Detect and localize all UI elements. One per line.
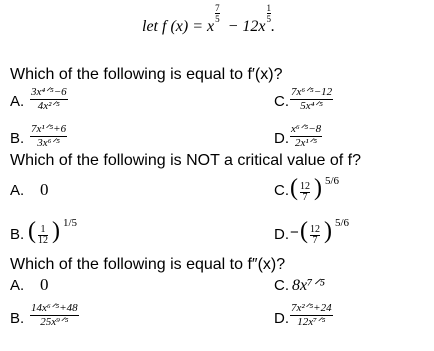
q2-option-c-expression: ( $\frac{12}{7}$ ) 5/6 — [290, 175, 340, 203]
q3-option-d-label[interactable]: D. — [274, 310, 289, 327]
q2-option-a-label[interactable]: A. — [10, 182, 25, 199]
q1-option-a-label[interactable]: A. — [10, 93, 25, 110]
q3-option-b-label[interactable]: B. — [10, 310, 25, 327]
q3-option-c-label[interactable]: C. — [274, 277, 289, 294]
q3-option-c-value: 8x⁷ᐟ⁵ — [292, 277, 325, 294]
q1-option-c-fraction: 7x⁶ᐟ⁵−12 5x⁴ᐟ⁵ — [291, 86, 333, 112]
question-1-prompt: Which of the following is equal to f′(x)? — [10, 66, 283, 83]
q3-option-b-fraction: 14x⁶ᐟ⁵+48 25x⁹ᐟ⁵ — [31, 302, 78, 328]
question-2-prompt: Which of the following is NOT a critical value of f? — [10, 152, 361, 169]
q2-option-a-value: 0 — [40, 180, 49, 199]
q2-d-exponent: 5/6 — [335, 217, 350, 229]
definition-text: let f (x) = x — [142, 18, 215, 35]
q2-option-b-label[interactable]: B. — [10, 226, 25, 243]
exponent-one-fifth: $\frac{1}{5}$ — [266, 3, 271, 24]
q2-c-exponent: 5/6 — [325, 175, 340, 187]
q3-option-d-fraction: 7x²ᐟ⁵+24 12x⁷ᐟ⁵ — [291, 302, 332, 328]
q2-d-sign: − — [290, 224, 299, 241]
q1-option-b-fraction: 7x¹ᐟ⁵+6 3x⁶ᐟ⁵ — [31, 123, 67, 149]
q3-option-a-value: 0 — [40, 275, 49, 294]
q2-option-b-expression: ( $\frac{1}{12}$ ) 1/5 — [28, 217, 78, 246]
q1-option-c-label[interactable]: C. — [274, 93, 289, 110]
q2-option-d-expression: − ( $\frac{12}{7}$ ) 5/6 — [290, 217, 350, 246]
period: . — [271, 18, 275, 35]
q1-option-b-label[interactable]: B. — [10, 130, 25, 147]
q2-b-exponent: 1/5 — [63, 217, 78, 229]
q1-option-d-fraction: x⁶ᐟ⁵−8 2x¹ᐟ⁵ — [291, 123, 322, 149]
minus-term: − 12x — [223, 18, 266, 35]
q1-option-d-label[interactable]: D. — [274, 130, 289, 147]
question-3-prompt: Which of the following is equal to f″(x)? — [10, 256, 286, 273]
q3-option-a-label[interactable]: A. — [10, 277, 25, 294]
exponent-seven-fifths: $\frac{7}{5}$ — [215, 3, 220, 24]
q2-option-c-label[interactable]: C. — [274, 182, 289, 199]
q2-option-d-label[interactable]: D. — [274, 226, 289, 243]
function-definition — [142, 3, 275, 36]
q1-option-a-fraction: 3x⁴ᐟ⁵−6 4x²ᐟ⁵ — [31, 86, 67, 112]
